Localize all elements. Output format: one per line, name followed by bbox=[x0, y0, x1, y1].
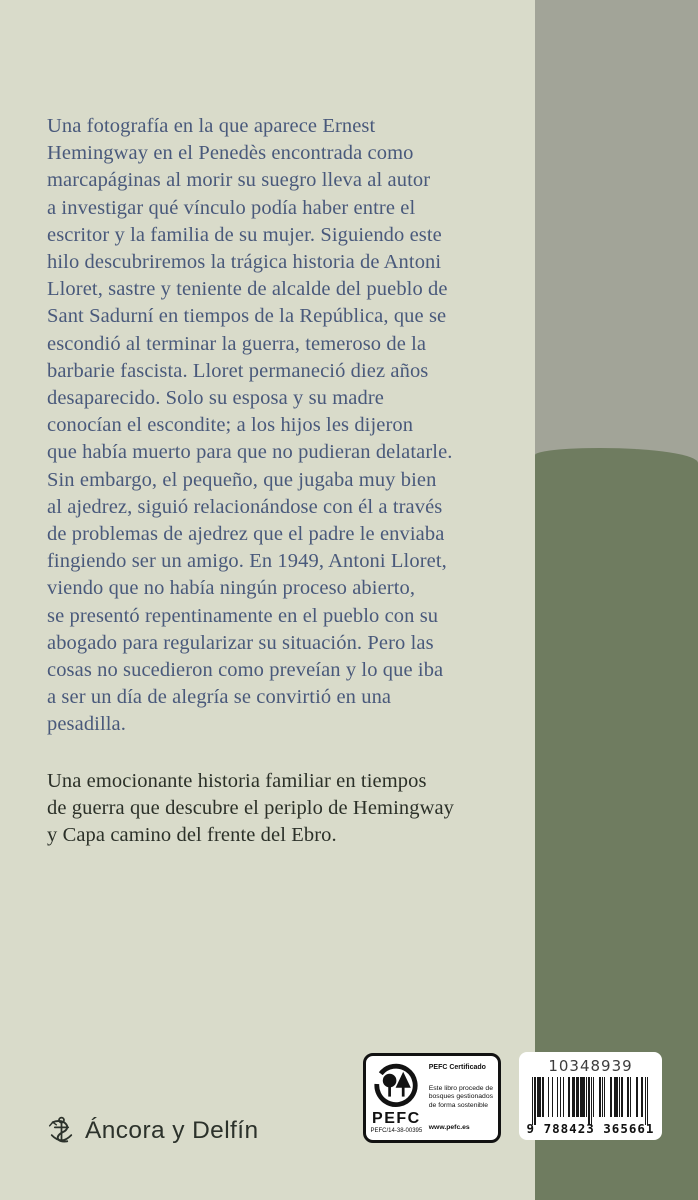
pefc-url: www.pefc.es bbox=[428, 1124, 470, 1131]
anchor-dolphin-icon bbox=[45, 1115, 78, 1148]
pefc-wordmark: PEFC bbox=[372, 1110, 421, 1127]
pefc-title: PEFC Certificado bbox=[428, 1064, 486, 1071]
publisher-logo bbox=[45, 1113, 259, 1149]
pefc-text-column bbox=[427, 1056, 498, 1140]
synopsis-text: Una fotografía en la que aparece Ernest Hemingway en el Penedès encontrada como marcapáginas al morir su suegro lleva al autor a investigar qué vínculo podía haber entre el escritor y la familia de su mujer. Siguiendo este hilo descubriremos la trágica historia de Antoni Lloret, sastre y teniente de alcalde del pueblo de Sant Sadurní en tiempos de la República, que se escondió al terminar la guerra, temeroso de la barbarie fascista. Lloret permaneció diez años desaparecido. Solo su esposa y su madre conocían el escondite; a los hijos les dijeron que había muerto para que no pudieran delatarle. Sin embargo, el pequeño, que jugaba muy bien al ajedrez, siguió relacionándose con él a través de problemas de ajedrez que el padre le enviaba fingiendo ser un amigo. En 1949, Antoni Lloret, viendo que no había ningún proceso abierto, se presentó repentinamente en el pueblo con su abogado para regularizar su situación. Pero las cosas no sucedieron como preveían y lo que iba a ser un día de alegría se convirtió en una pesadilla. bbox=[47, 115, 453, 736]
barcode-top-number: 10348939 bbox=[548, 1057, 633, 1075]
pefc-trees-icon bbox=[372, 1063, 420, 1111]
barcode-label bbox=[519, 1052, 662, 1140]
pefc-logo-column bbox=[366, 1056, 427, 1140]
barcode-bars bbox=[532, 1077, 648, 1125]
isbn-digits: 9 788423 365661 bbox=[526, 1121, 655, 1136]
pefc-license-code: PEFC/14-38-00395 bbox=[370, 1128, 423, 1134]
pefc-certification-label bbox=[363, 1053, 501, 1143]
pefc-description: Este libro procede de bosques gestionados de forma sostenible bbox=[428, 1084, 493, 1109]
tagline-text: Una emocionante historia familiar en tiempos de guerra que descubre el periplo de Hemingway y Capa camino del frente del Ebro. bbox=[47, 770, 455, 847]
publisher-name: Áncora y Delfín bbox=[85, 1117, 259, 1144]
